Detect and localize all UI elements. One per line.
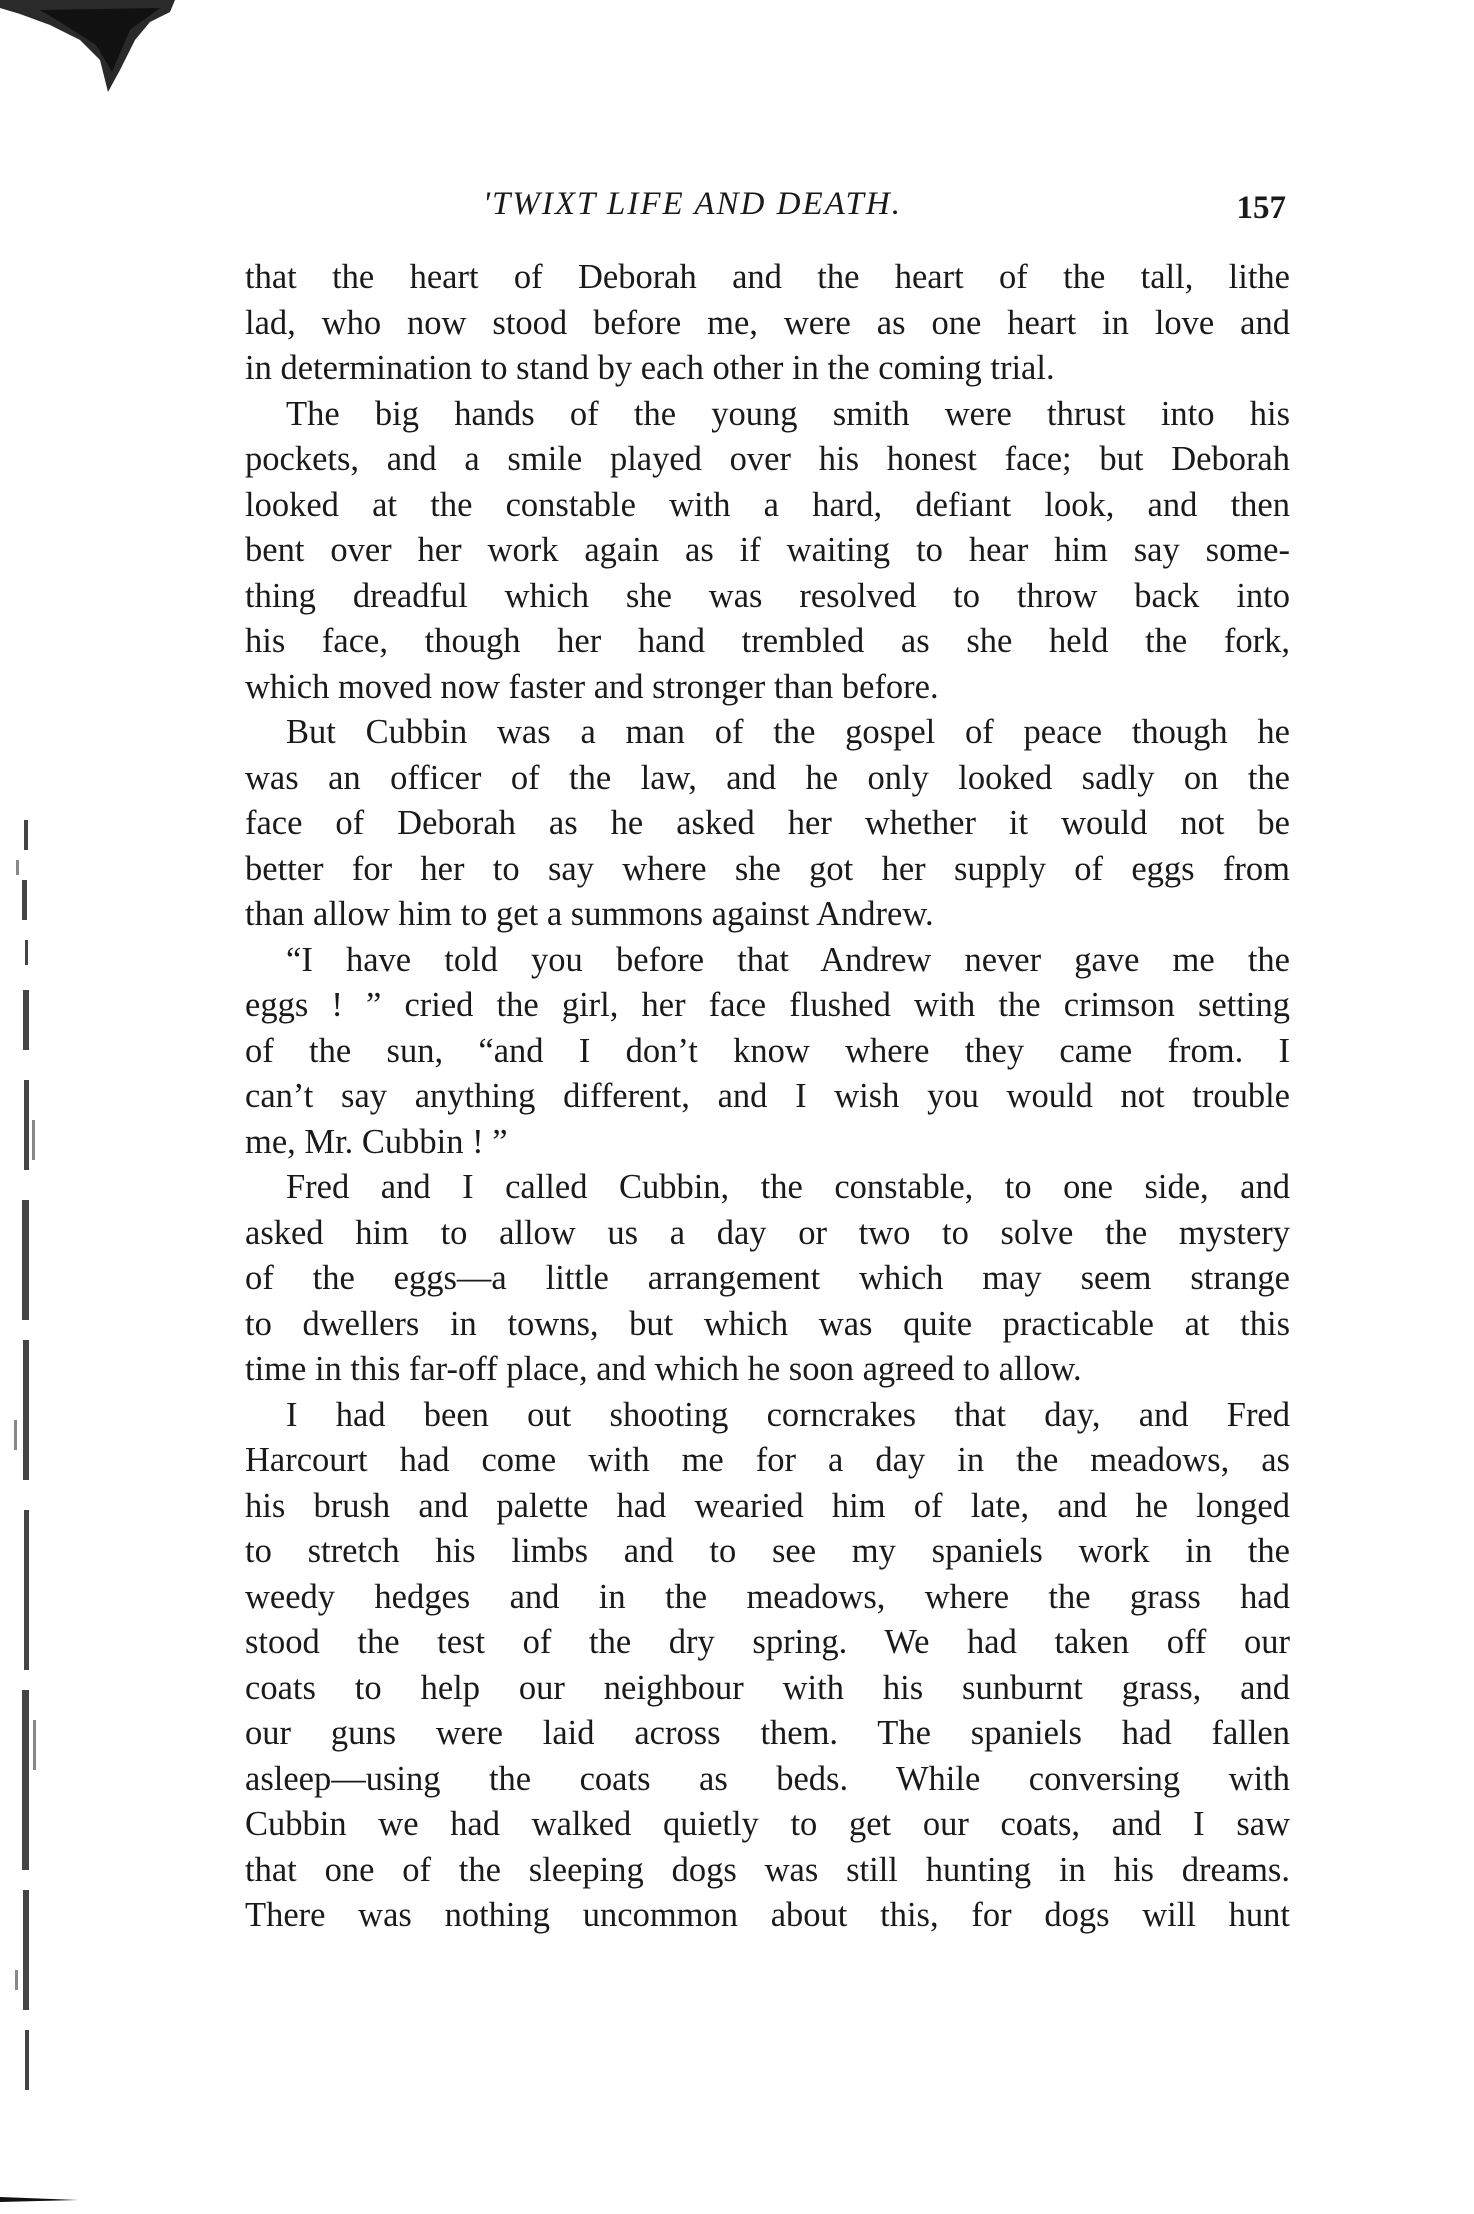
running-title: 'TWIXT LIFE AND DEATH. [483,186,902,222]
text-line: to dwellers in towns, but which was quite practicable at this [245,1304,1290,1343]
text-line: was an officer of the law, and he only looked sadly on the [245,758,1290,797]
text-line: asked him to allow us a day or two to solve the mystery [245,1213,1290,1252]
text-line: thing dreadful which she was resolved to throw back into [245,576,1290,615]
text-line: our guns were laid across them. The spaniels had fallen [245,1714,1290,1752]
text-line: to stretch his limbs and to see my spaniels work in the [245,1532,1290,1570]
paragraph [245,392,1290,711]
paragraph [245,1165,1290,1393]
text-line: stood the test of the dry spring. We had taken off our [245,1623,1290,1661]
text-line: his brush and palette had wearied him of late, and he longed [245,1486,1290,1525]
text-line: looked at the constable with a hard, defiant look, and then [245,485,1290,524]
page-header [245,182,1290,232]
text-line: face of Deborah as he asked her whether it would not be [245,804,1290,842]
scan-bottom-mark [0,2194,80,2204]
text-line: of the sun, “and I don’t know where they came from. I [245,1031,1290,1070]
text-line: can’t say anything different, and I wish you would not trouble [245,1077,1290,1115]
paragraph [245,710,1290,938]
text-line: time in this far-off place, and which he soon agreed to allow. [245,1350,1082,1388]
text-line: that one of the sleeping dogs was still hunting in his dreams. [245,1850,1290,1889]
text-line: which moved now faster and stronger than before. [245,667,939,706]
text-line: pockets, and a smile played over his honest face; but Deborah [245,440,1290,478]
text-line: weedy hedges and in the meadows, where the grass had [245,1577,1290,1616]
page-number: 157 [1236,190,1286,226]
text-line: Harcourt had come with me for a day in the meadows, as [245,1441,1290,1479]
text-line: coats to help our neighbour with his sunburnt grass, and [245,1668,1290,1707]
text-line: eggs ! ” cried the girl, her face flushed with the crimson setting [245,986,1290,1024]
text-line: better for her to say where she got her supply of eggs from [245,849,1290,888]
text-line: in determination to stand by each other in the coming trial. [245,349,1055,387]
body-text [245,255,1290,1939]
text-line: But Cubbin was a man of the gospel of peace though he [286,713,1290,751]
paragraph [245,1393,1290,1939]
text-line: “I have told you before that Andrew never gave me the [286,940,1290,979]
text-line: I had been out shooting corncrakes that day, and Fred [286,1395,1290,1434]
text-line: There was nothing uncommon about this, for dogs will hunt [245,1896,1290,1934]
scan-corner-smudge [0,0,175,95]
scan-binding-edge [4,820,44,2140]
text-line: Fred and I called Cubbin, the constable, to one side, and [286,1168,1290,1206]
text-line: than allow him to get a summons against Andrew. [245,895,934,933]
paragraph [245,938,1290,1166]
text-line: me, Mr. Cubbin ! ” [245,1122,508,1161]
text-line: of the eggs—a little arrangement which may seem strange [245,1259,1290,1297]
text-line: that the heart of Deborah and the heart of the tall, lithe [245,258,1290,296]
text-line: Cubbin we had walked quietly to get our coats, and I saw [245,1805,1290,1843]
paragraph [245,255,1290,392]
text-line: his face, though her hand trembled as she held the fork, [245,622,1290,660]
text-line: lad, who now stood before me, were as one heart in love and [245,303,1290,342]
text-line: The big hands of the young smith were thrust into his [286,394,1290,433]
text-line: bent over her work again as if waiting to hear him say some- [245,531,1290,569]
text-line: asleep—using the coats as beds. While conversing with [245,1759,1290,1798]
